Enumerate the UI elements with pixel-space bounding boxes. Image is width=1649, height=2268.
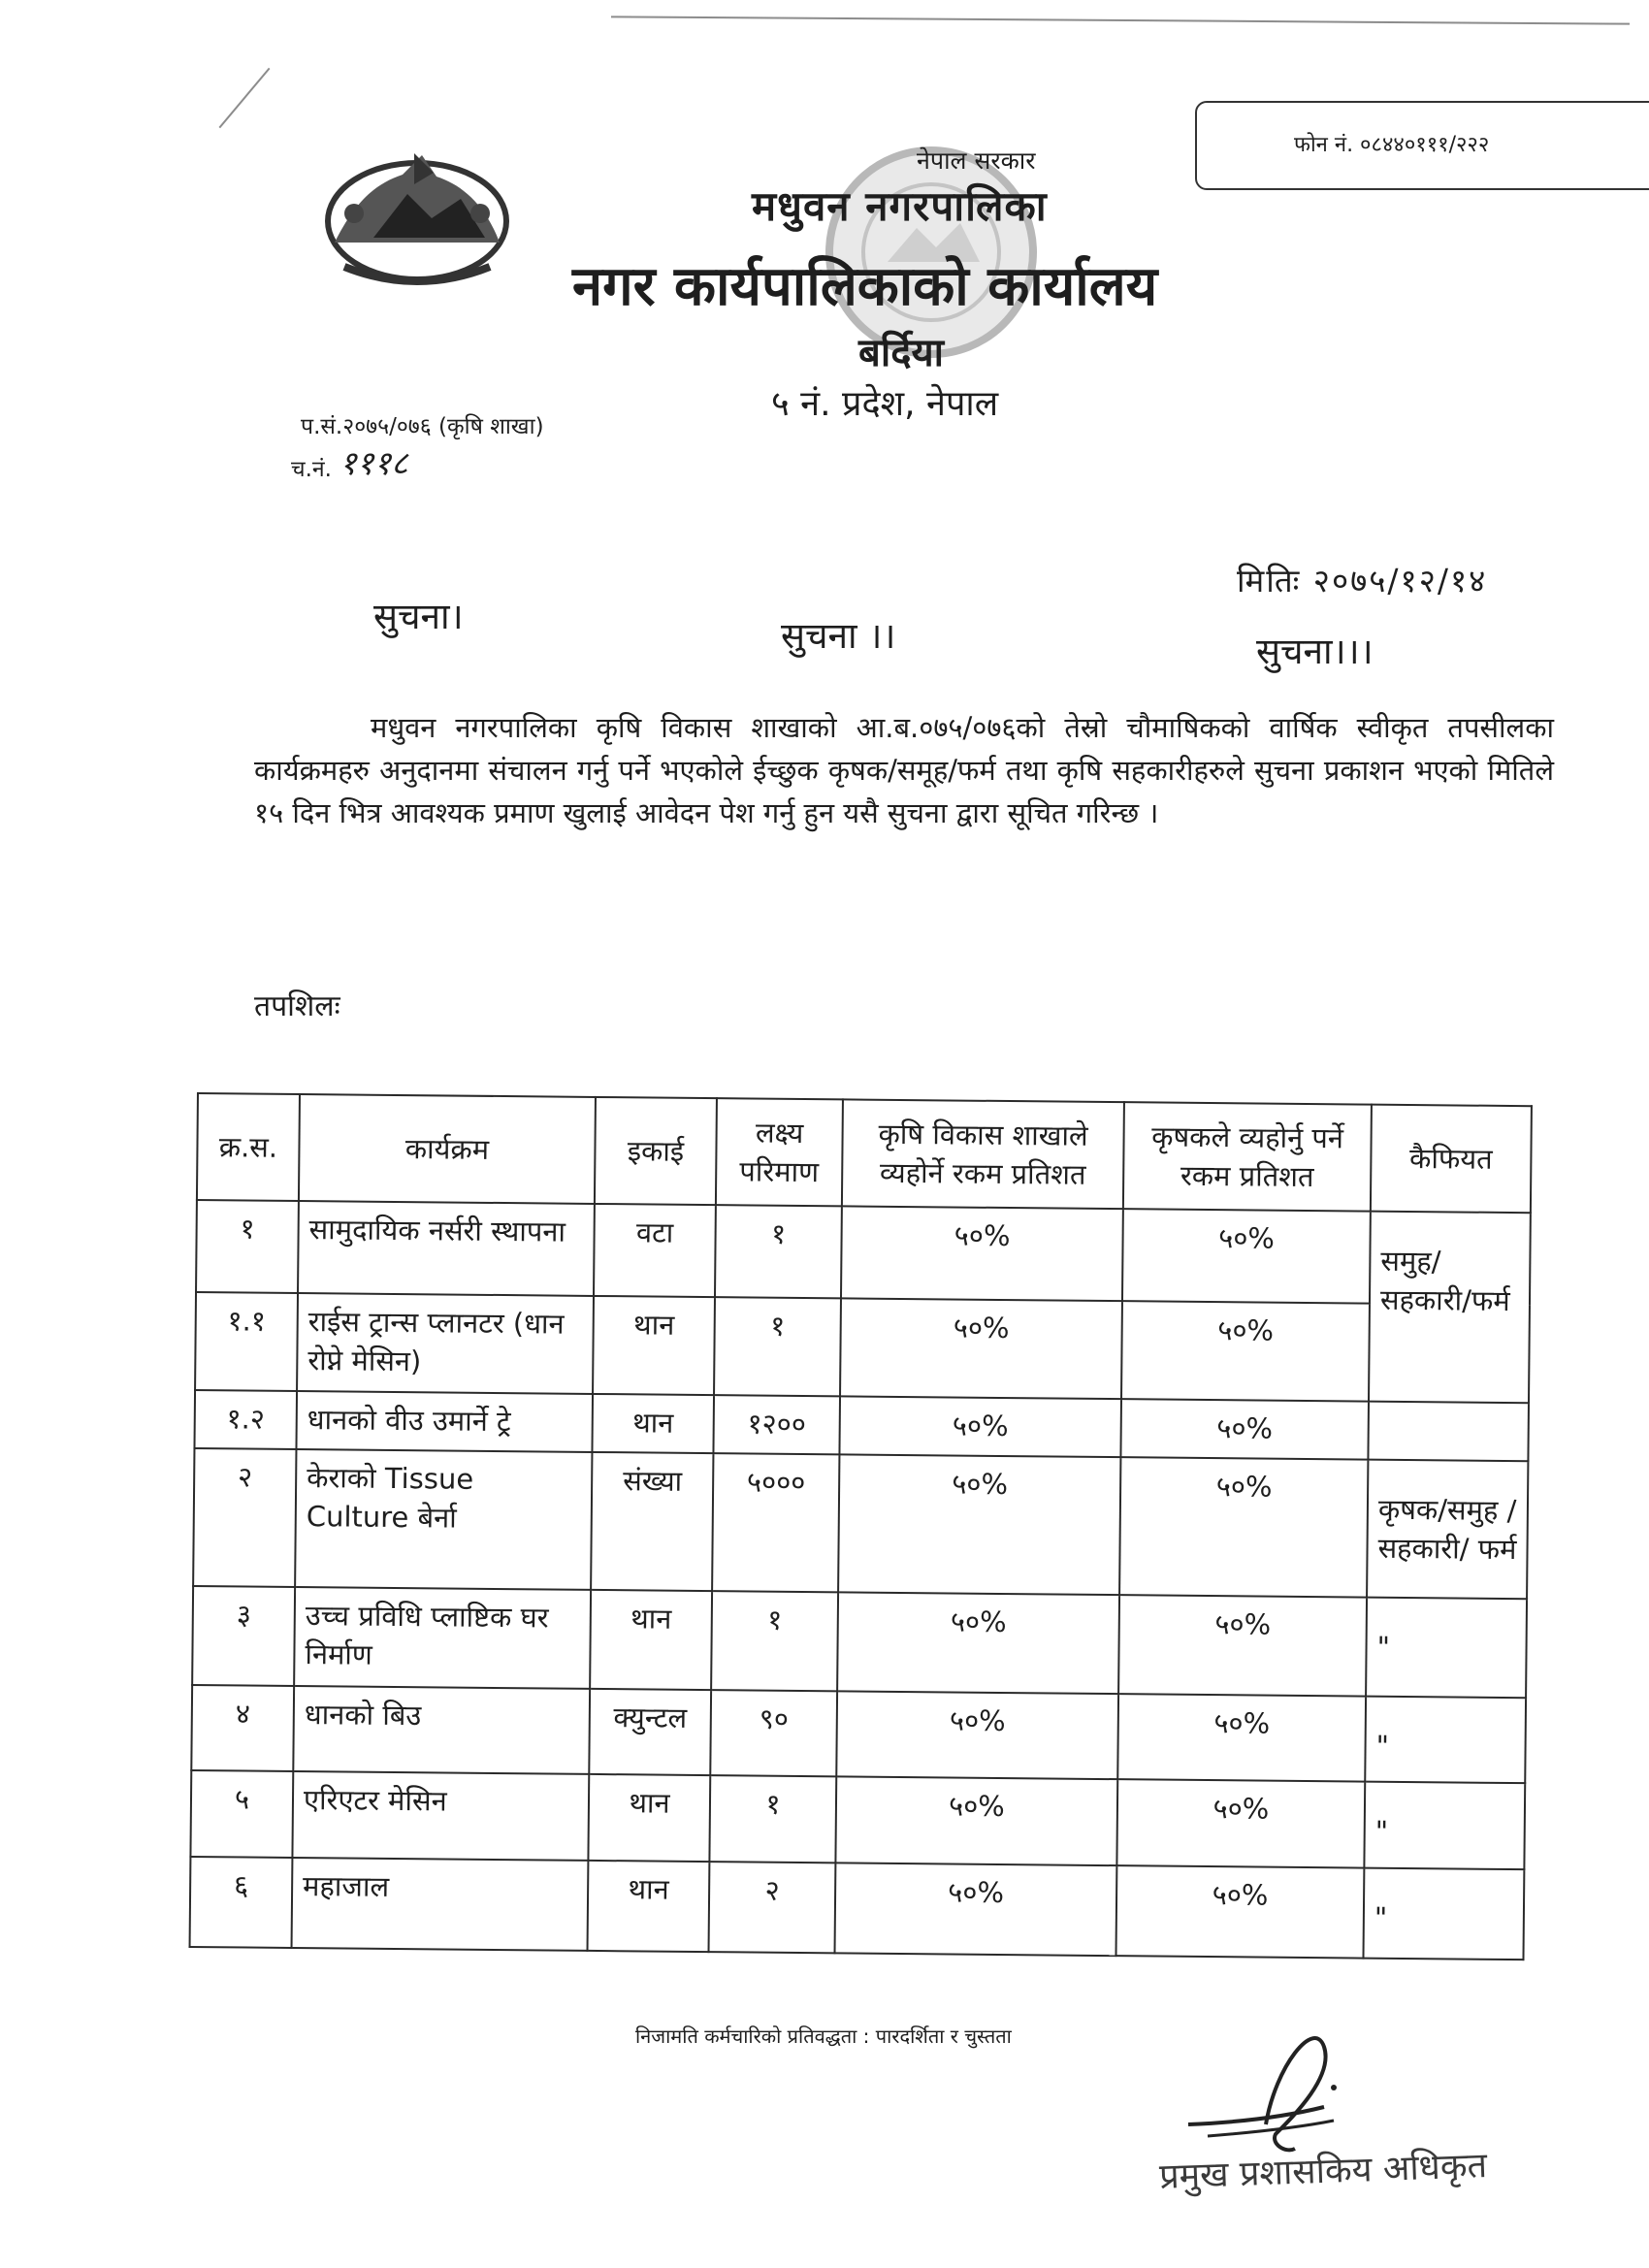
cell-farmer-share: ५०% bbox=[1119, 1457, 1368, 1598]
cell-program: केराको Tissue Culture बेर्ना bbox=[295, 1449, 592, 1590]
cell-sn: १.१ bbox=[195, 1292, 298, 1391]
cell-branch-share: ५०% bbox=[837, 1593, 1119, 1694]
footer-slogan: निजामति कर्मचारिको प्रतिवद्धता : पारदर्शिता र चुस्तता bbox=[635, 2025, 1012, 2048]
header-farmer-share: कृषकले व्यहोर्नु पर्ने रकम प्रतिशत bbox=[1123, 1102, 1372, 1211]
cell-unit: थान bbox=[593, 1296, 715, 1395]
table-row bbox=[192, 1586, 1527, 1697]
cell-unit: थान bbox=[588, 1861, 710, 1952]
header-program: कार्यक्रम bbox=[299, 1094, 596, 1204]
cell-sn: ४ bbox=[191, 1685, 294, 1772]
cell-unit: थान bbox=[592, 1394, 714, 1453]
cell-target: १ bbox=[709, 1775, 836, 1863]
cell-target: ५००० bbox=[712, 1453, 839, 1593]
cell-target: १ bbox=[711, 1592, 838, 1691]
cell-branch-share: ५०% bbox=[836, 1691, 1118, 1780]
cell-target: १२०० bbox=[713, 1395, 840, 1454]
government-label: नेपाल सरकार bbox=[917, 146, 1036, 175]
cell-unit: संख्या bbox=[591, 1452, 713, 1592]
cell-branch-share: ५०% bbox=[835, 1863, 1117, 1956]
cell-target: १ bbox=[715, 1205, 842, 1298]
cell-remarks-merged: कृषक/समुह /सहकारी/ फर्म bbox=[1367, 1460, 1528, 1600]
cell-farmer-share: ५०% bbox=[1117, 1694, 1366, 1782]
cell-program: उच्च प्रविधि प्लाष्टिक घर निर्माण bbox=[294, 1587, 591, 1688]
cell-unit: थान bbox=[590, 1590, 712, 1689]
cell-program: धानको वीउ उमार्ने ट्रे bbox=[296, 1391, 593, 1452]
cell-sn: ३ bbox=[192, 1586, 295, 1685]
notice-body-text: मधुवन नगरपालिका कृषि विकास शाखाको आ.ब.०७५/०७६को तेस्रो चौमाषिकको वार्षिक स्वीकृत तपसीलका कार्यक्रमहरु अनुदानमा संचालन गर्नु पर्ने भएकोले ईच्छुक कृषक/समूह/फर्म तथा कृषि सहकारीहरुले सुचना प्रकाशन भएको मितिले १५ दिन भित्र आवश्यक प्रमाण खुलाई आवेदन पेश गर्नु हुन यसै सुचना द्वारा सूचित गरिन्छ । bbox=[254, 711, 1554, 829]
notice-title-2: सुचना ।। bbox=[781, 615, 896, 657]
cell-unit: थान bbox=[588, 1774, 710, 1862]
cell-sn: १ bbox=[196, 1200, 299, 1293]
table-row bbox=[195, 1292, 1530, 1403]
municipality-name: मधुवन नगरपालिका bbox=[752, 182, 1048, 230]
cell-remarks: " bbox=[1364, 1782, 1525, 1869]
scan-mark bbox=[219, 68, 271, 129]
cell-sn: २ bbox=[193, 1448, 296, 1587]
cell-remarks bbox=[1368, 1402, 1529, 1461]
cell-unit: क्युन्टल bbox=[589, 1688, 711, 1775]
cell-remarks: " bbox=[1365, 1696, 1526, 1783]
cell-farmer-share: ५०% bbox=[1118, 1596, 1367, 1697]
cell-program: राईस ट्रान्स प्लानटर (धान रोप्ने मेसिन) bbox=[297, 1293, 594, 1394]
dispatch-number: १११८ bbox=[340, 444, 408, 483]
cell-branch-share: ५०% bbox=[838, 1454, 1120, 1595]
cell-sn: ६ bbox=[190, 1857, 293, 1948]
header-target: लक्ष्य परिमाण bbox=[716, 1098, 843, 1206]
cell-branch-share: ५०% bbox=[835, 1777, 1117, 1866]
cell-target: ९० bbox=[710, 1690, 837, 1777]
cell-target: १ bbox=[714, 1297, 841, 1396]
table-row bbox=[190, 1770, 1525, 1869]
program-schedule-table bbox=[189, 1092, 1533, 1960]
cell-farmer-share: ५०% bbox=[1121, 1301, 1370, 1402]
cell-program: सामुदायिक नर्सरी स्थापना bbox=[298, 1201, 595, 1296]
notice-date: मितिः २०७५/१२/१४ bbox=[1237, 562, 1488, 599]
header-remarks: कैफियत bbox=[1371, 1105, 1532, 1214]
cell-branch-share: ५०% bbox=[840, 1298, 1122, 1399]
notice-body bbox=[254, 706, 1554, 834]
cell-remarks: " bbox=[1363, 1868, 1524, 1960]
office-title: नगर कार्यपालिकाको कार्यालय bbox=[572, 255, 1158, 318]
table-row bbox=[196, 1200, 1531, 1305]
district-name: बर्दिया bbox=[858, 331, 944, 375]
header-sn: क्र.स. bbox=[197, 1093, 300, 1201]
province-line: ५ नं. प्रदेश, नेपाल bbox=[771, 384, 999, 424]
cell-unit: वटा bbox=[594, 1204, 716, 1297]
cell-branch-share: ५०% bbox=[841, 1206, 1123, 1301]
nepal-emblem-icon bbox=[315, 146, 519, 291]
schedule-label: तपशिलः bbox=[254, 989, 340, 1023]
table-header-row bbox=[197, 1093, 1532, 1213]
table-row bbox=[190, 1857, 1525, 1960]
cell-branch-share: ५०% bbox=[839, 1396, 1121, 1457]
scan-edge-line bbox=[611, 16, 1630, 24]
table-row bbox=[193, 1448, 1528, 1600]
cell-farmer-share: ५०% bbox=[1120, 1399, 1369, 1459]
cell-sn: १.२ bbox=[194, 1390, 297, 1449]
cell-sn: ५ bbox=[190, 1770, 293, 1858]
header-branch-share: कृषि विकास शाखाले व्यहोर्ने रकम प्रतिशत bbox=[842, 1099, 1124, 1209]
cell-program: धानको बिउ bbox=[293, 1686, 590, 1775]
dispatch-label: च.नं. bbox=[291, 457, 332, 482]
cell-program: एरिएटर मेसिन bbox=[292, 1771, 589, 1861]
signatory-title: प्रमुख प्रशासकिय अधिकृत bbox=[1158, 2146, 1488, 2197]
notice-title-3: सुचना।।। bbox=[1256, 631, 1374, 672]
notice-title-1: सुचना। bbox=[373, 596, 464, 637]
phone-number-box: फोन नं. ०८४४०१११/२२२ bbox=[1195, 101, 1649, 190]
cell-program: महाजाल bbox=[292, 1858, 589, 1951]
cell-farmer-share: ५०% bbox=[1116, 1865, 1364, 1958]
letter-reference-number: प.सं.२०७५/०७६ (कृषि शाखा) bbox=[301, 414, 544, 439]
cell-farmer-share: ५०% bbox=[1116, 1779, 1365, 1867]
table-row bbox=[191, 1685, 1526, 1784]
cell-target: २ bbox=[709, 1862, 836, 1953]
cell-farmer-share: ५०% bbox=[1122, 1209, 1371, 1303]
header-unit: इकाई bbox=[595, 1097, 717, 1205]
cell-remarks: " bbox=[1366, 1598, 1527, 1698]
cell-remarks-merged: समुह/सहकारी/फर्म bbox=[1369, 1212, 1531, 1404]
